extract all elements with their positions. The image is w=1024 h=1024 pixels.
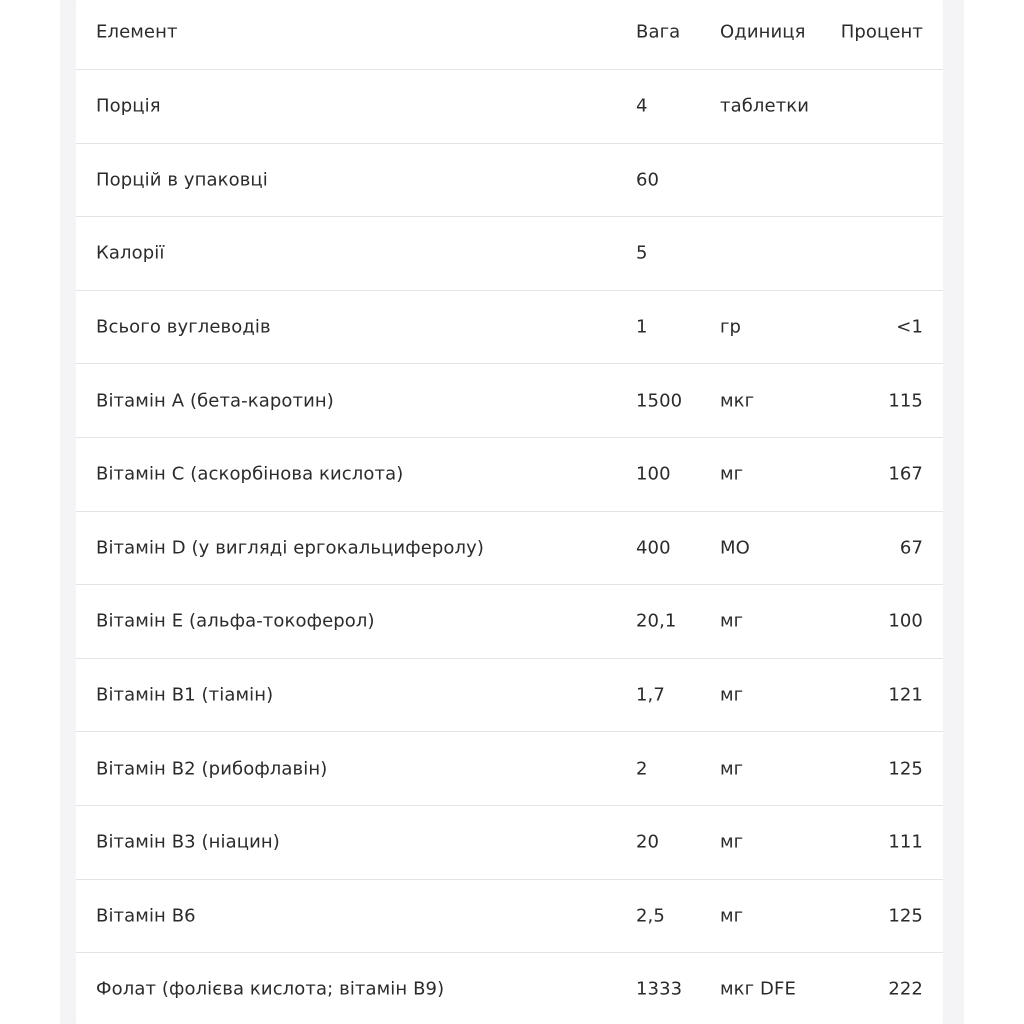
cell-weight: 5 (636, 242, 648, 264)
cell-element: Вітамін B1 (тіамін) (96, 684, 274, 706)
table-row (76, 291, 943, 365)
cell-percent: 100 (888, 610, 923, 632)
table-row (76, 585, 943, 659)
cell-percent: 125 (888, 758, 923, 780)
cell-unit: мкг (720, 390, 755, 412)
cell-weight: 2,5 (636, 905, 665, 927)
cell-unit: мкг DFE (720, 978, 796, 1000)
cell-weight: 100 (636, 463, 671, 485)
cell-unit: МО (720, 537, 750, 559)
cell-percent: 167 (888, 463, 923, 485)
cell-element: Вітамін B3 (ніацин) (96, 831, 280, 853)
header-element: Елемент (96, 21, 178, 43)
cell-unit: мг (720, 610, 744, 632)
cell-percent: 121 (888, 684, 923, 706)
cell-element: Калорії (96, 242, 165, 264)
table-row (76, 732, 943, 806)
nutrition-table (76, 0, 943, 1024)
table-row (76, 364, 943, 438)
cell-unit: мг (720, 905, 744, 927)
cell-unit: таблетки (720, 95, 810, 117)
cell-element: Всього вуглеводів (96, 316, 271, 338)
cell-weight: 4 (636, 95, 648, 117)
cell-element: Вітамін A (бета-каротин) (96, 390, 334, 412)
cell-weight: 1,7 (636, 684, 665, 706)
cell-weight: 60 (636, 169, 660, 191)
table-row (76, 144, 943, 218)
cell-element: Фолат (фолієва кислота; вітамін B9) (96, 978, 445, 1000)
cell-percent: 111 (888, 831, 923, 853)
table-row (76, 659, 943, 733)
table-header-row (76, 0, 943, 70)
cell-element: Вітамін D (у вигляді ергокальциферолу) (96, 537, 484, 559)
cell-element: Вітамін B6 (96, 905, 196, 927)
table-row (76, 880, 943, 954)
table-row (76, 806, 943, 880)
cell-weight: 20,1 (636, 610, 677, 632)
header-unit: Одиниця (720, 21, 806, 43)
cell-unit: мг (720, 463, 744, 485)
cell-percent: <1 (896, 316, 923, 338)
cell-element: Вітамін C (аскорбінова кислота) (96, 463, 404, 485)
cell-unit: мг (720, 758, 744, 780)
table-row (76, 217, 943, 291)
cell-weight: 20 (636, 831, 660, 853)
cell-unit: мг (720, 831, 744, 853)
cell-element: Порція (96, 95, 161, 117)
cell-unit: мг (720, 684, 744, 706)
cell-weight: 400 (636, 537, 671, 559)
cell-weight: 1500 (636, 390, 683, 412)
table-row (76, 512, 943, 586)
cell-element: Вітамін B2 (рибофлавін) (96, 758, 328, 780)
cell-element: Порцій в упаковці (96, 169, 268, 191)
cell-percent: 125 (888, 905, 923, 927)
cell-percent: 115 (888, 390, 923, 412)
header-percent: Процент (840, 21, 923, 43)
table-row (76, 953, 943, 1024)
cell-weight: 1333 (636, 978, 683, 1000)
cell-element: Вітамін E (альфа-токоферол) (96, 610, 375, 632)
cell-percent: 222 (888, 978, 923, 1000)
table-row (76, 70, 943, 144)
table-row (76, 438, 943, 512)
header-weight: Вага (636, 21, 681, 43)
cell-percent: 67 (899, 537, 923, 559)
cell-weight: 1 (636, 316, 648, 338)
cell-unit: гр (720, 316, 742, 338)
cell-weight: 2 (636, 758, 648, 780)
